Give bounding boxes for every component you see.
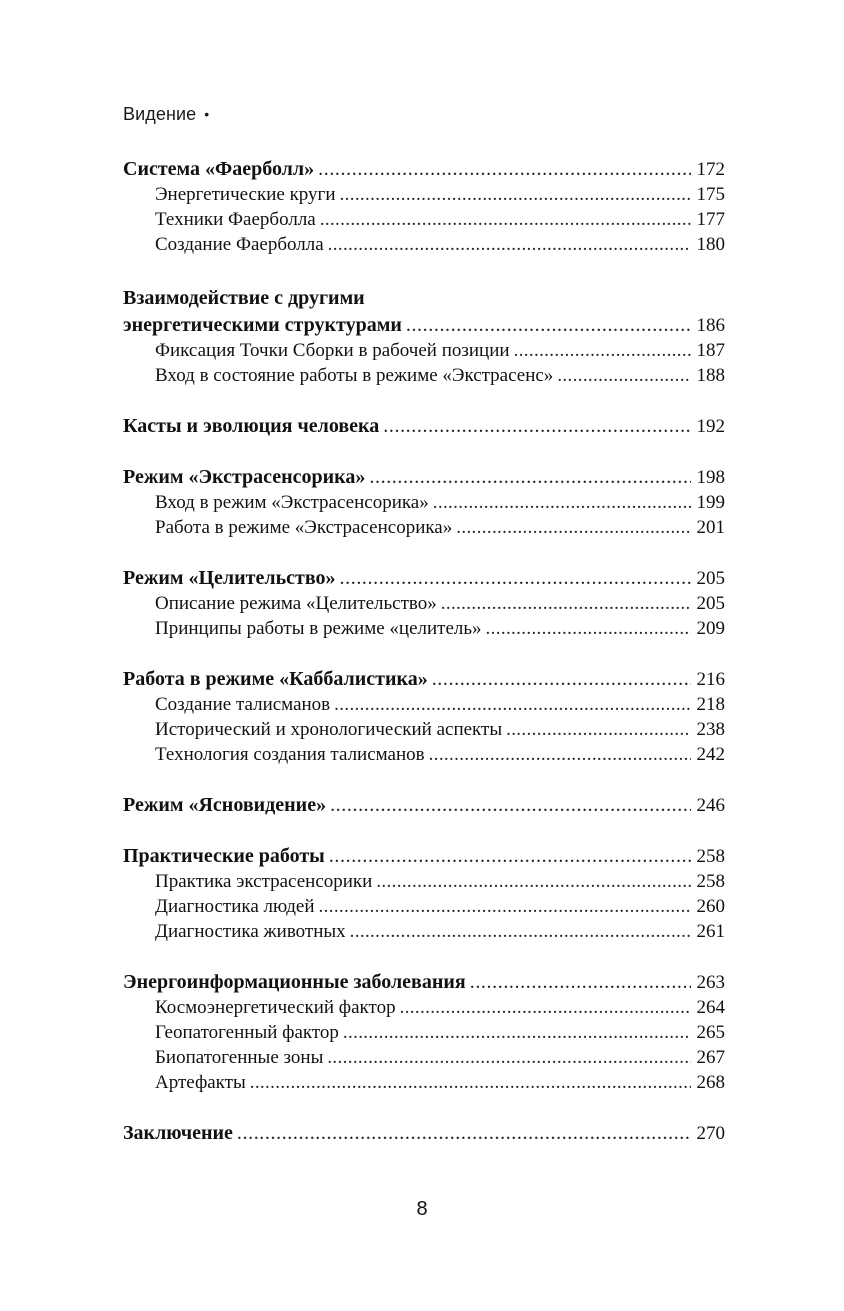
toc-chapter-entry-title: Касты и эволюция человека: [123, 415, 380, 437]
toc-chapter-entry-page-number: 198: [696, 467, 725, 488]
toc-subsection-entry-title: Принципы работы в режиме «целитель»: [155, 618, 482, 639]
toc-chapter-entry: [123, 313, 725, 338]
running-head: [123, 104, 209, 125]
table-of-contents: [123, 157, 725, 1172]
toc-subsection-entry-title: Диагностика людей: [155, 896, 315, 917]
dot-leader: [429, 742, 691, 767]
toc-subsection-entry: [123, 490, 725, 515]
dot-leader: [486, 616, 691, 641]
toc-chapter-entry-title: Режим «Экстрасенсорика»: [123, 466, 366, 488]
toc-subsection-entry: [123, 995, 725, 1020]
toc-subsection-entry-title: Описание режима «Целительство»: [155, 593, 437, 614]
dot-leader: [514, 338, 691, 363]
dot-leader: [441, 591, 691, 616]
toc-chapter-entry-title: Режим «Целительство»: [123, 567, 336, 589]
toc-subsection-entry: [123, 338, 725, 363]
toc-subsection-entry-page-number: 201: [696, 517, 725, 538]
toc-chapter-entry-page-number: 186: [696, 315, 725, 336]
toc-subsection-entry-page-number: 260: [696, 896, 725, 917]
running-head-text: Видение: [123, 104, 197, 124]
toc-subsection-entry-page-number: 242: [696, 744, 725, 765]
toc-chapter-entry-page-number: 246: [696, 795, 725, 816]
toc-subsection-entry-page-number: 187: [696, 340, 725, 361]
toc-subsection-entry-page-number: 238: [696, 719, 725, 740]
toc-chapter-entry-title: энергетическими структурами: [123, 314, 402, 336]
toc-chapter-entry-title: Режим «Ясновидение»: [123, 794, 327, 816]
toc-subsection-entry-page-number: 209: [696, 618, 725, 639]
toc-section: [123, 283, 725, 388]
dot-leader: [320, 207, 691, 232]
toc-subsection-entry-page-number: 268: [696, 1072, 725, 1093]
toc-chapter-entry-page-number: 216: [696, 669, 725, 690]
toc-subsection-entry-page-number: 205: [696, 593, 725, 614]
toc-chapter-entry-page-number: 172: [696, 159, 725, 180]
dot-leader: [329, 844, 691, 869]
toc-subsection-entry-page-number: 188: [696, 365, 725, 386]
toc-subsection-entry-page-number: 261: [696, 921, 725, 942]
toc-subsection-entry-page-number: 177: [696, 209, 725, 230]
toc-subsection-entry: [123, 232, 725, 257]
dot-leader: [506, 717, 690, 742]
toc-section: [123, 970, 725, 1095]
toc-subsection-entry-title: Космоэнергетический фактор: [155, 997, 396, 1018]
toc-subsection-entry: [123, 207, 725, 232]
toc-chapter-heading-line-title: Взаимодействие с другими: [123, 287, 365, 309]
toc-subsection-entry-title: Техники Фаерболла: [155, 209, 316, 230]
toc-chapter-entry-page-number: 192: [696, 416, 725, 437]
toc-subsection-entry: [123, 919, 725, 944]
toc-subsection-entry-title: Артефакты: [155, 1072, 246, 1093]
toc-subsection-entry-title: Биопатогенные зоны: [155, 1047, 324, 1068]
toc-subsection-entry: [123, 717, 725, 742]
toc-chapter-heading-line: [123, 283, 725, 313]
dot-leader: [400, 995, 691, 1020]
dot-leader: [340, 566, 691, 591]
toc-chapter-entry: [123, 844, 725, 869]
dot-leader: [350, 919, 691, 944]
dot-leader: [406, 313, 691, 338]
toc-subsection-entry: [123, 591, 725, 616]
toc-section: [123, 465, 725, 540]
dot-leader: [318, 157, 690, 182]
toc-subsection-entry-title: Геопатогенный фактор: [155, 1022, 339, 1043]
dot-leader: [334, 692, 690, 717]
toc-subsection-entry-page-number: 264: [696, 997, 725, 1018]
toc-section: [123, 157, 725, 257]
toc-subsection-entry: [123, 869, 725, 894]
toc-subsection-entry-title: Исторический и хронологический аспекты: [155, 719, 503, 740]
toc-chapter-entry-title: Энергоинформационные заболевания: [123, 971, 466, 993]
dot-leader: [328, 232, 691, 257]
toc-subsection-entry: [123, 515, 725, 540]
dot-leader: [376, 869, 690, 894]
toc-subsection-entry-page-number: 175: [696, 184, 725, 205]
toc-subsection-entry: [123, 894, 725, 919]
toc-subsection-entry-page-number: 218: [696, 694, 725, 715]
toc-section: [123, 566, 725, 641]
toc-section: [123, 667, 725, 767]
toc-section: [123, 793, 725, 818]
toc-subsection-entry-title: Работа в режиме «Экстрасенсорика»: [155, 517, 453, 538]
toc-subsection-entry-title: Создание талисманов: [155, 694, 331, 715]
toc-chapter-entry-page-number: 205: [696, 568, 725, 589]
toc-chapter-entry: [123, 157, 725, 182]
toc-subsection-entry: [123, 1045, 725, 1070]
toc-subsection-entry-page-number: 180: [696, 234, 725, 255]
toc-subsection-entry-title: Создание Фаерболла: [155, 234, 324, 255]
toc-chapter-entry-title: Система «Фаерболл»: [123, 158, 315, 180]
toc-chapter-entry: [123, 1121, 725, 1146]
dot-leader: [369, 465, 690, 490]
dot-leader: [250, 1070, 691, 1095]
dot-leader: [456, 515, 690, 540]
toc-subsection-entry: [123, 182, 725, 207]
toc-chapter-entry: [123, 465, 725, 490]
toc-subsection-entry: [123, 616, 725, 641]
toc-subsection-entry: [123, 363, 725, 388]
toc-chapter-entry-page-number: 258: [696, 846, 725, 867]
toc-chapter-entry: [123, 566, 725, 591]
toc-section: [123, 1121, 725, 1146]
dot-leader: [330, 793, 690, 818]
dot-leader: [432, 667, 691, 692]
dot-leader: [433, 490, 691, 515]
toc-subsection-entry-title: Практика экстрасенсорики: [155, 871, 373, 892]
dot-leader: [340, 182, 691, 207]
running-head-bullet: •: [204, 106, 210, 122]
toc-chapter-entry: [123, 414, 725, 439]
toc-chapter-entry: [123, 793, 725, 818]
toc-subsection-entry-title: Диагностика животных: [155, 921, 346, 942]
dot-leader: [327, 1045, 690, 1070]
toc-chapter-entry: [123, 970, 725, 995]
toc-subsection-entry-title: Вход в режим «Экстрасенсорика»: [155, 492, 429, 513]
dot-leader: [383, 414, 690, 439]
dot-leader: [470, 970, 691, 995]
toc-section: [123, 844, 725, 944]
toc-subsection-entry: [123, 742, 725, 767]
toc-chapter-entry-title: Работа в режиме «Каббалистика»: [123, 668, 428, 690]
toc-section: [123, 414, 725, 439]
dot-leader: [557, 363, 690, 388]
toc-subsection-entry-page-number: 265: [696, 1022, 725, 1043]
toc-chapter-entry-page-number: 270: [696, 1123, 725, 1144]
toc-subsection-entry-title: Технология создания талисманов: [155, 744, 425, 765]
toc-chapter-entry-title: Практические работы: [123, 845, 325, 867]
page-number: 8: [416, 1198, 428, 1220]
toc-subsection-entry: [123, 1020, 725, 1045]
toc-subsection-entry-title: Фиксация Точки Сборки в рабочей позиции: [155, 340, 510, 361]
toc-subsection-entry: [123, 1070, 725, 1095]
dot-leader: [343, 1020, 691, 1045]
dot-leader: [237, 1121, 691, 1146]
toc-chapter-entry: [123, 667, 725, 692]
dot-leader: [319, 894, 691, 919]
toc-subsection-entry-page-number: 258: [696, 871, 725, 892]
toc-subsection-entry-title: Вход в состояние работы в режиме «Экстрасенс»: [155, 365, 554, 386]
toc-subsection-entry: [123, 692, 725, 717]
toc-chapter-entry-page-number: 263: [696, 972, 725, 993]
toc-subsection-entry-page-number: 199: [696, 492, 725, 513]
toc-subsection-entry-page-number: 267: [696, 1047, 725, 1068]
toc-chapter-entry-title: Заключение: [123, 1122, 233, 1144]
toc-subsection-entry-title: Энергетические круги: [155, 184, 336, 205]
